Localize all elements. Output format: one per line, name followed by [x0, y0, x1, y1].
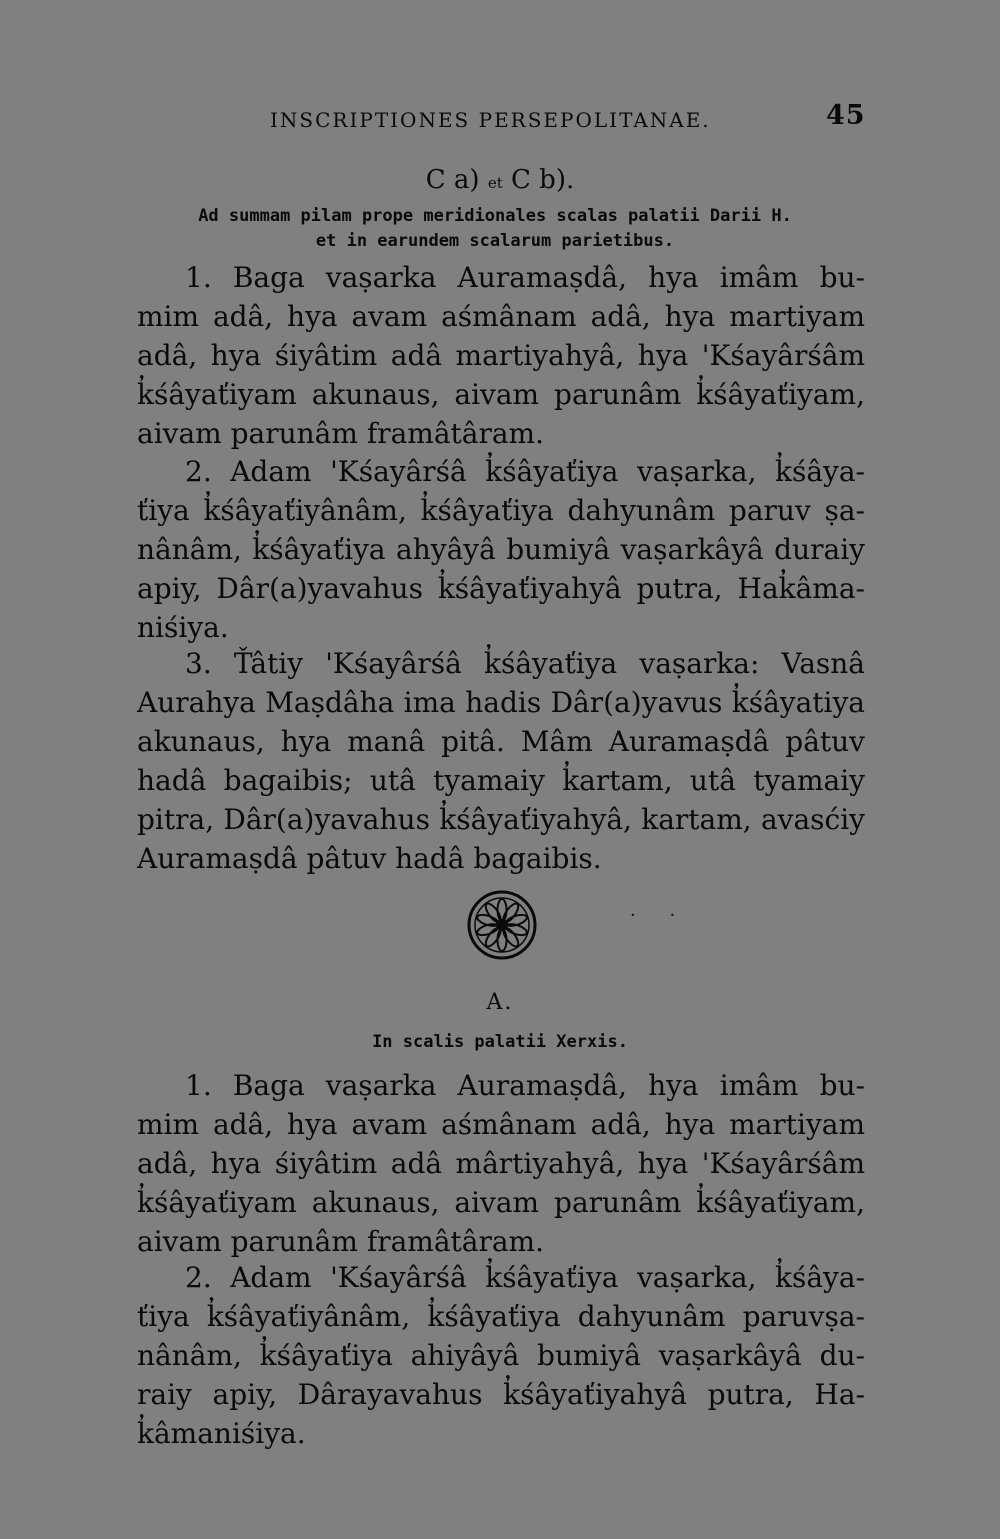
- section-title-ca: [0, 165, 1000, 195]
- decorative-dots: · ·: [630, 905, 690, 926]
- text-line: adâ, hya śiyâtim adâ mârtiyahyâ, hya 'Kśayârśâm: [137, 1147, 865, 1180]
- paragraph-a-1: [137, 1066, 865, 1261]
- paragraph-a-2: [137, 1258, 865, 1453]
- text-line: akunaus, hya manâ pitâ. Mâm Auramaṣdâ pâtuv: [137, 725, 865, 758]
- section-title-part-b: C b).: [511, 165, 575, 195]
- text-line: apiy, Dâr(a)yavahus k̓śâyaťiyahyâ putra, Hak̓âma-: [137, 572, 865, 605]
- text-line: adâ, hya śiyâtim adâ martiyahyâ, hya 'Kśayârśâm: [137, 339, 865, 372]
- text-line: mim adâ, hya avam aśmânam adâ, hya martiyam: [137, 1108, 865, 1141]
- text-line: Aurahya Maṣdâha ima hadis Dâr(a)yavus k̓śâyatiya: [137, 686, 865, 719]
- section-caption-line-2: et in earundem scalarum parietibus.: [315, 231, 675, 251]
- text-line: k̓śâyaťiyam akunaus, aivam parunâm k̓śâyaťiyam,: [137, 1186, 865, 1219]
- rosette-icon: [465, 888, 539, 962]
- text-line: 1. Baga vaṣarka Auramaṣdâ, hya imâm bu-: [185, 261, 865, 294]
- paragraph-ca-3: [137, 644, 865, 878]
- section-caption-a: In scalis palatii Xerxis.: [372, 1032, 628, 1052]
- text-line: mim adâ, hya avam aśmânam adâ, hya martiyam: [137, 300, 865, 333]
- section-caption-line-1: Ad summam pilam prope meridionales scalas palatii Darii H.: [198, 206, 792, 226]
- running-title: INSCRIPTIONES PERSEPOLITANAE.: [270, 108, 711, 132]
- text-line: pitra, Dâr(a)yavahus k̓śâyaťiyahyâ, kartam, avasćiy: [137, 803, 865, 836]
- text-line: 1. Baga vaṣarka Auramaṣdâ, hya imâm bu-: [185, 1069, 865, 1102]
- section-title-conjunction: et: [487, 174, 503, 192]
- text-line: 2. Adam 'Kśayârśâ k̓śâyaťiya vaṣarka, k̓śâya-: [185, 1261, 865, 1294]
- text-line: 2. Adam 'Kśayârśâ k̓śâyaťiya vaṣarka, k̓śâya-: [185, 455, 865, 488]
- section-title-a: A.: [486, 990, 514, 1015]
- text-line: k̓śâyaťiyam akunaus, aivam parunâm k̓śâyaťiyam,: [137, 378, 865, 411]
- text-line: aivam parunâm framâtâram.: [137, 1225, 544, 1258]
- section-title-part-a: C a): [425, 165, 480, 195]
- paragraph-ca-1: [137, 258, 865, 453]
- text-line: 3. Ťâtiy 'Kśayârśâ k̓śâyaťiya vaṣarka: Vasnâ: [185, 647, 865, 680]
- text-line: niśiya.: [137, 611, 229, 644]
- text-line: aivam parunâm framâtâram.: [137, 417, 544, 450]
- page-number: 45: [826, 100, 866, 131]
- text-line: ťiya k̓śâyaťiyânâm, k̓śâyaťiya dahyunâm paruvṣa-: [137, 1300, 865, 1333]
- text-line: raiy apiy, Dârayavahus k̓śâyaťiyahyâ putra, Ha-: [137, 1378, 865, 1411]
- text-line: Auramaṣdâ pâtuv hadâ bagaibis.: [137, 842, 602, 875]
- text-line: nânâm, k̓śâyaťiya ahiyâyâ bumiyâ vaṣarkâyâ du-: [137, 1339, 865, 1372]
- text-line: hadâ bagaibis; utâ tyamaiy k̓artam, utâ tyamaiy: [137, 764, 865, 797]
- paragraph-ca-2: [137, 452, 865, 647]
- text-line: nânâm, k̓śâyaťiya ahyâyâ bumiyâ vaṣarkâyâ duraiy: [137, 533, 865, 566]
- text-line: k̓âmaniśiya.: [137, 1417, 306, 1450]
- text-line: ťiya k̓śâyaťiyânâm, k̓śâyaťiya dahyunâm paruv ṣa-: [137, 494, 865, 527]
